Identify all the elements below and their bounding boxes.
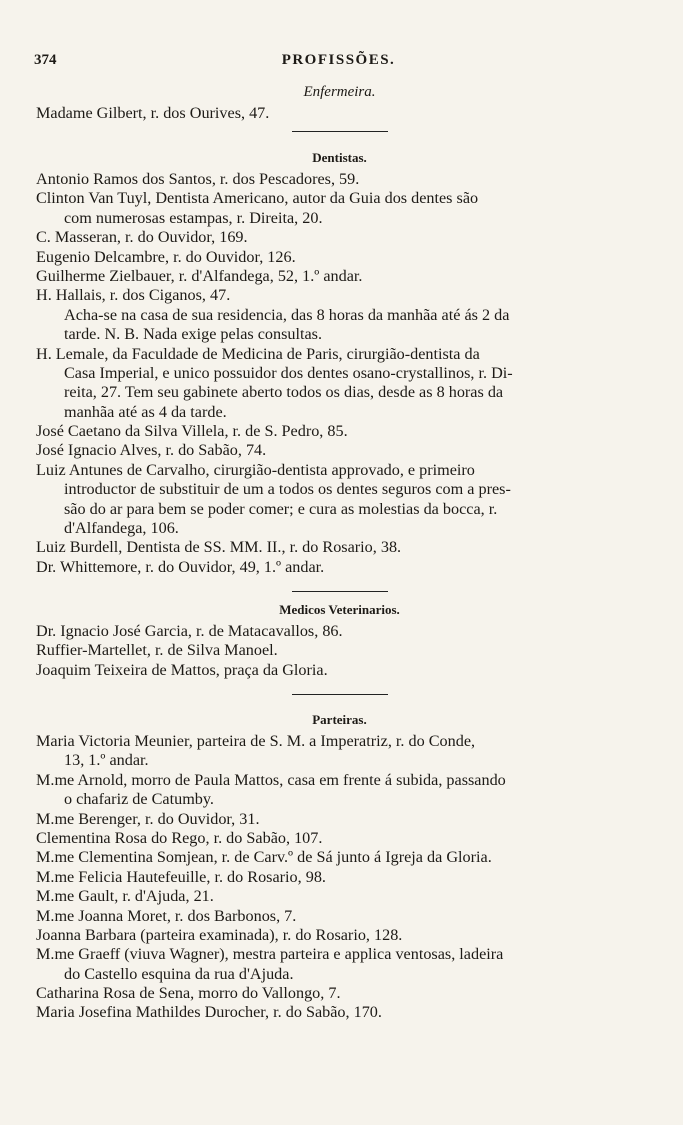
- entry-continuation-line: 13, 1.º andar.: [64, 751, 149, 770]
- page-header: [34, 52, 643, 74]
- entry-line: Antonio Ramos dos Santos, r. dos Pescadores, 59.: [36, 170, 360, 188]
- section-enfermeira: [36, 80, 643, 132]
- entry-line: José Ignacio Alves, r. do Sabão, 74.: [36, 441, 267, 460]
- entry-continuation-line: tarde. N. B. Nada exige pelas consultas.: [64, 325, 323, 344]
- entry-continuation-line: são do ar para bem se poder comer; e cura as molestias da bocca, r.: [64, 499, 498, 518]
- entry-line: Clementina Rosa do Rego, r. do Sabão, 107.: [36, 828, 323, 847]
- entry-line: Madame Gilbert, r. dos Ourives, 47.: [36, 104, 270, 122]
- entry-line: Dr. Ignacio José Garcia, r. de Matacavallos, 86.: [36, 622, 343, 640]
- section-medicos-veterinarios: [36, 598, 643, 695]
- entry-line: Catharina Rosa de Sena, morro do Vallongo, 7.: [36, 984, 341, 1003]
- entry-line: Maria Josefina Mathildes Durocher, r. do Sabão, 170.: [36, 1003, 382, 1022]
- entry-line: M.me Joanna Moret, r. dos Barbonos, 7.: [36, 906, 297, 925]
- entry-line: C. Masseran, r. do Ouvidor, 169.: [36, 228, 248, 247]
- entry-line: Eugenio Delcambre, r. do Ouvidor, 126.: [36, 247, 296, 266]
- entry-line: Joaquim Teixeira de Mattos, praça da Gloria.: [36, 660, 328, 679]
- entry-line: H. Hallais, r. dos Ciganos, 47.: [36, 286, 231, 305]
- section-rule: [292, 591, 388, 592]
- entry-line: M.me Arnold, morro de Paula Mattos, casa em frente á subida, passando: [36, 770, 506, 789]
- section-rule: [292, 131, 388, 132]
- entry-line: Maria Victoria Meunier, parteira de S. M. a Imperatriz, r. do Conde,: [36, 732, 476, 750]
- entry-line: M.me Felicia Hautefeuille, r. do Rosario, 98.: [36, 867, 326, 886]
- page-number: 374: [34, 52, 57, 68]
- entry-line: Ruffier-Martellet, r. de Silva Manoel.: [36, 641, 278, 660]
- section-parteiras: [36, 708, 643, 1023]
- running-title: PROFISSÕES.: [281, 52, 396, 68]
- entry-continuation-line: do Castello esquina da rua d'Ajuda.: [64, 964, 294, 983]
- entry-continuation-line: com numerosas estampas, r. Direita, 20.: [64, 208, 323, 227]
- entry-line: Clinton Van Tuyl, Dentista Americano, autor da Guia dos dentes são: [36, 189, 479, 208]
- entry-continuation-line: Casa Imperial, e unico possuidor dos dentes osano-crystallinos, r. Di-: [64, 363, 513, 382]
- section-title: Medicos Veterinarios.: [279, 602, 400, 617]
- entry-continuation-line: manhãa até as 4 da tarde.: [64, 402, 227, 421]
- entry-line: M.me Clementina Somjean, r. de Carv.º de Sá junto á Igreja da Gloria.: [36, 848, 492, 867]
- entry-line: José Caetano da Silva Villela, r. de S. Pedro, 85.: [36, 422, 348, 441]
- section-title: Parteiras.: [312, 712, 367, 727]
- entry-line: Dr. Whittemore, r. do Ouvidor, 49, 1.º andar.: [36, 557, 325, 576]
- entry-line: Joanna Barbara (parteira examinada), r. do Rosario, 128.: [36, 925, 403, 944]
- entry-line: M.me Gault, r. d'Ajuda, 21.: [36, 887, 214, 906]
- entry-line: Guilherme Zielbauer, r. d'Alfandega, 52, 1.º andar.: [36, 266, 363, 285]
- section-dentistas: [36, 146, 643, 592]
- entry-line: Luiz Burdell, Dentista de SS. MM. II., r. do Rosario, 38.: [36, 538, 402, 557]
- entry-line: M.me Berenger, r. do Ouvidor, 31.: [36, 809, 260, 828]
- entry-continuation-line: introductor de substituir de um a todos os dentes seguros com a pres-: [64, 480, 511, 499]
- section-title: Dentistas.: [312, 150, 367, 165]
- entry-line: Luiz Antunes de Carvalho, cirurgião-dentista approvado, e primeiro: [36, 460, 475, 479]
- entry-continuation-line: o chafariz de Catumby.: [64, 790, 214, 809]
- entry-continuation-line: reita, 27. Tem seu gabinete aberto todos os dias, desde as 8 horas da: [64, 383, 504, 402]
- entry-continuation-line: d'Alfandega, 106.: [64, 519, 179, 538]
- entry-continuation-line: Acha-se na casa de sua residencia, das 8 horas da manhãa até ás 2 da: [64, 305, 510, 324]
- section-rule: [292, 694, 388, 695]
- entry-line: M.me Graeff (viuva Wagner), mestra parteira e applica ventosas, ladeira: [36, 945, 504, 964]
- entry-line: H. Lemale, da Faculdade de Medicina de Paris, cirurgião-dentista da: [36, 344, 480, 363]
- section-title: Enfermeira.: [303, 84, 376, 100]
